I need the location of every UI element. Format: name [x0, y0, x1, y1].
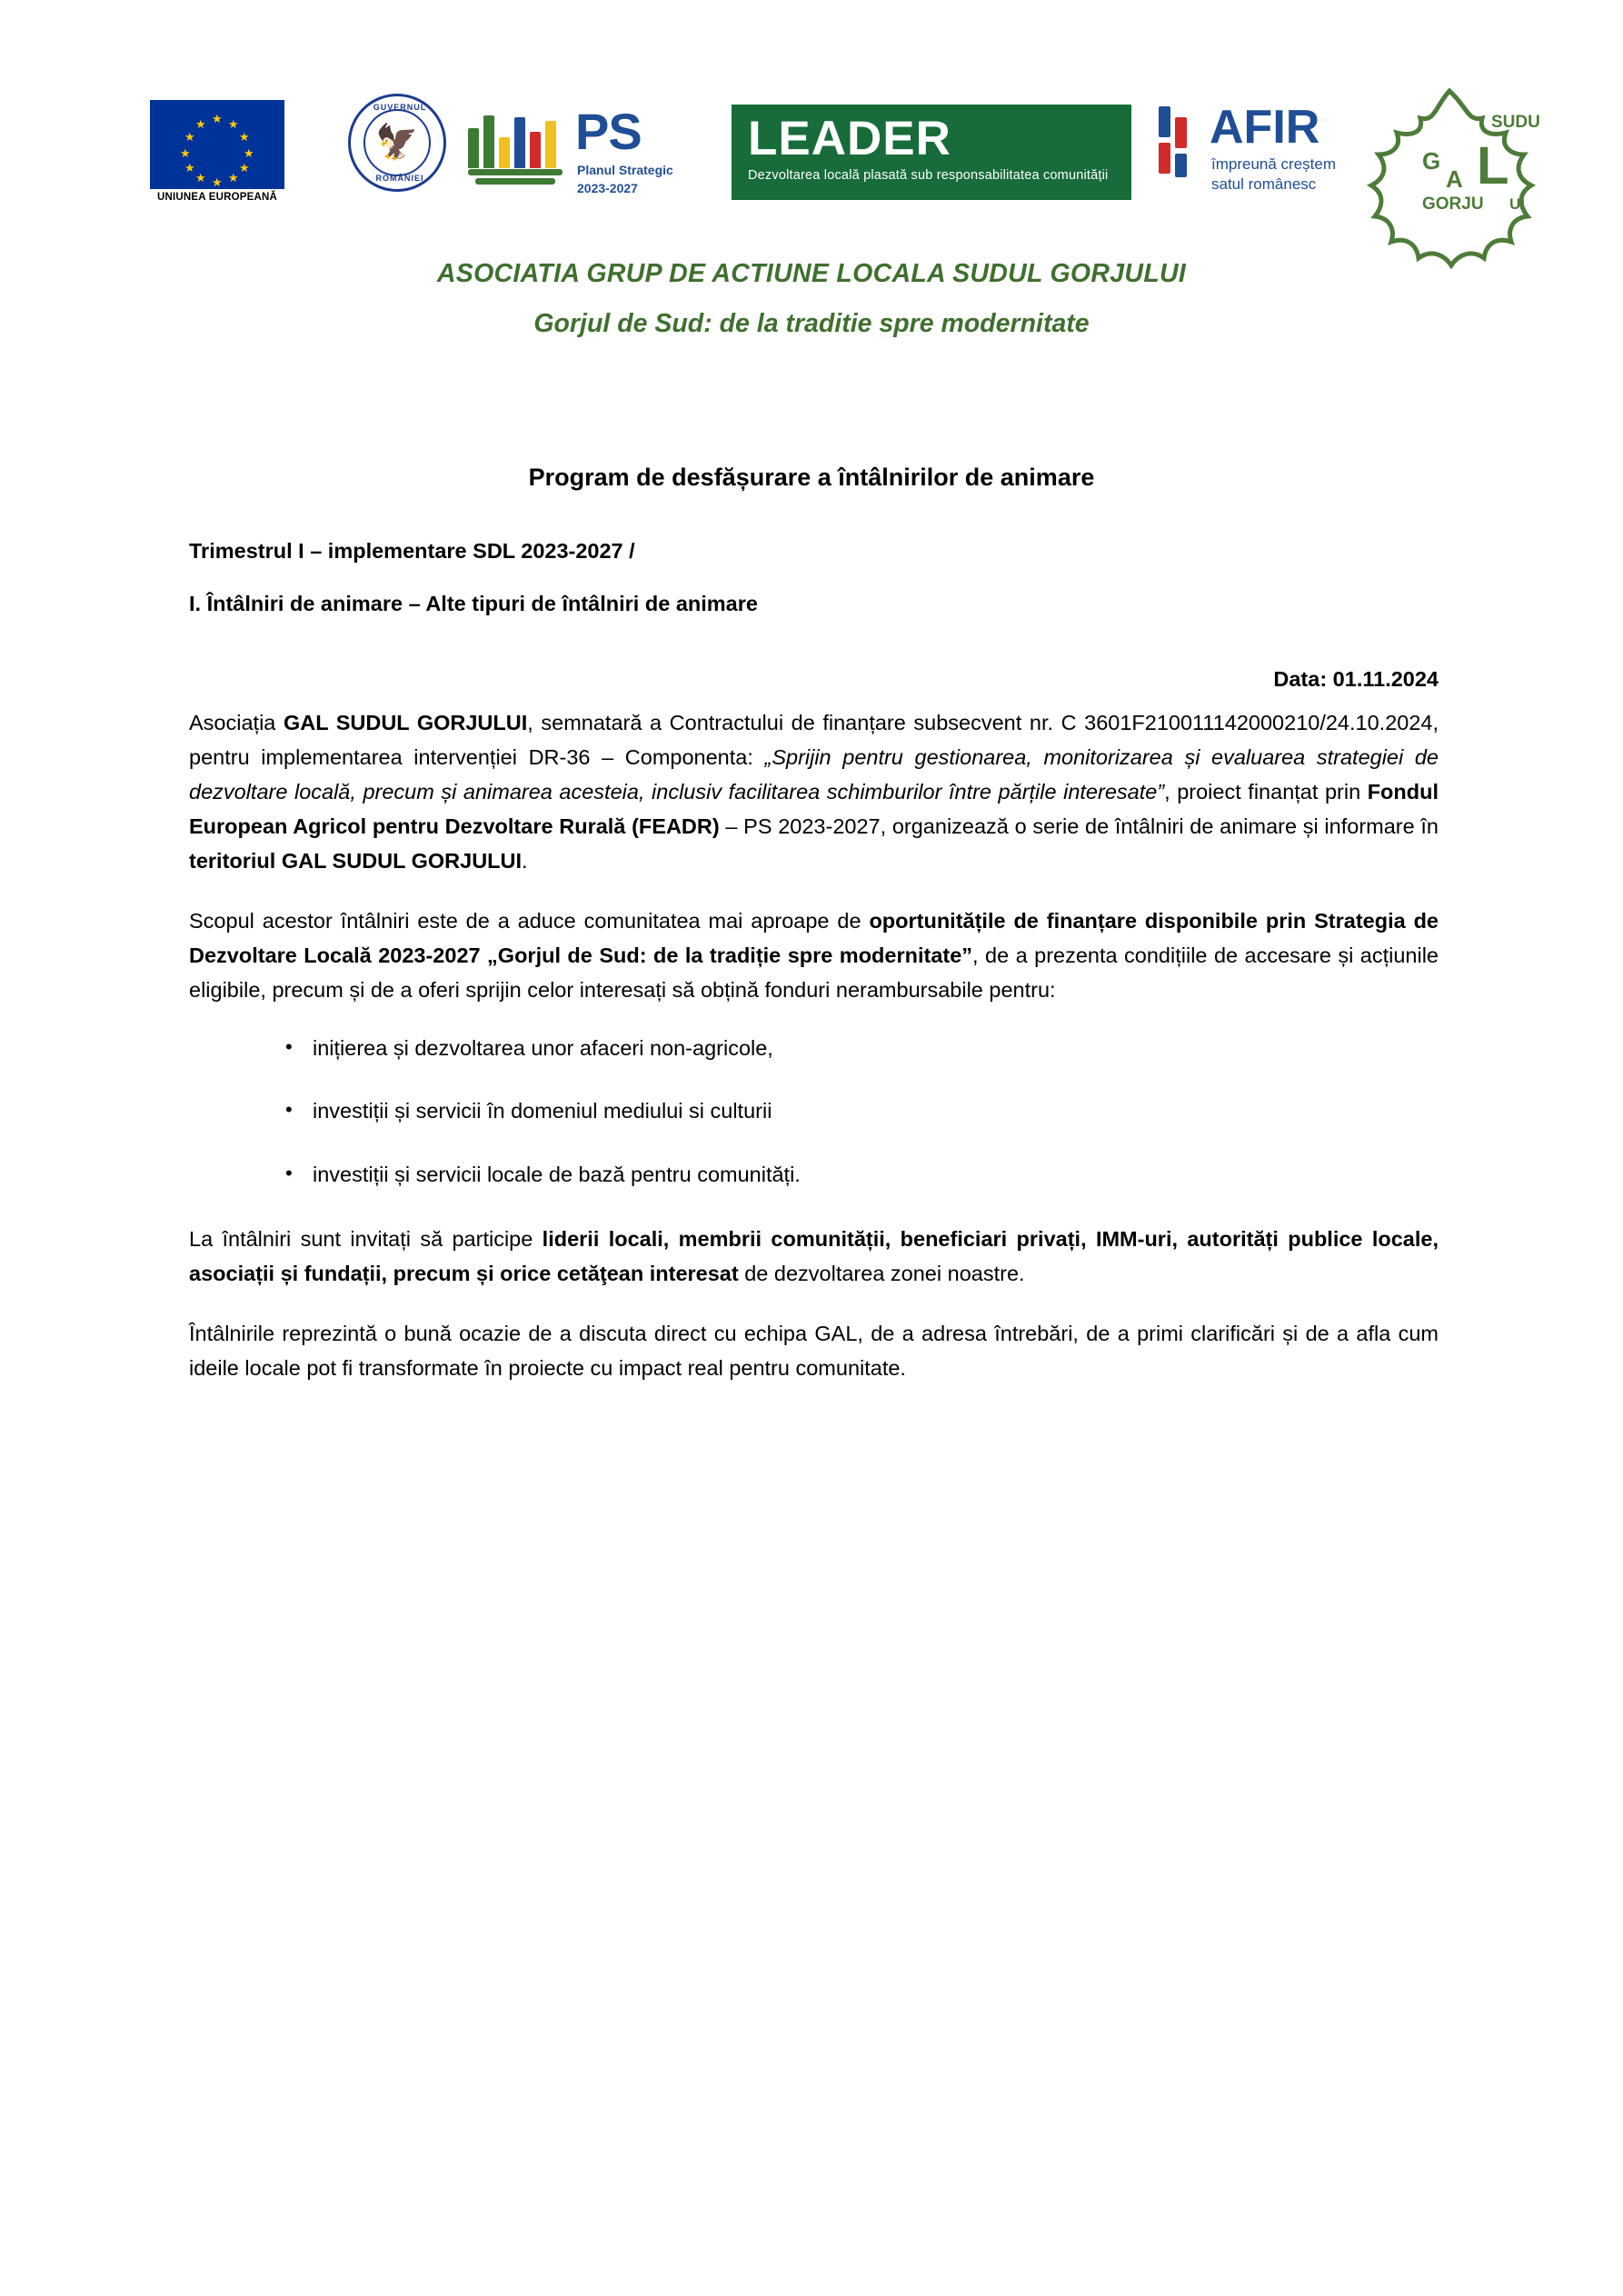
subtitle-trimestru: Trimestrul I – implementare SDL 2023-2027 / — [189, 539, 635, 563]
svg-text:A: A — [1446, 165, 1463, 193]
p1-part-1: Asociația — [189, 710, 284, 734]
p2-bold-1: oportunitățile de finanțare disponibile prin Strategia de Dezvoltare Locală 2023-2027 „Gorjul de Sud: de la tradiție spre modernitate” — [189, 908, 1439, 967]
p1-part-5: . — [522, 848, 528, 873]
p3-bold-1: liderii locali, membrii comunității, beneficiari privați, IMM-uri, autorități publice locale, asociații și fundații, precum și orice cetăţean interesat — [189, 1226, 1439, 1285]
svg-text:GORJU: GORJU — [1422, 195, 1484, 214]
guvernul-romaniei-logo — [348, 94, 450, 195]
svg-text:SUDU: SUDU — [1491, 113, 1540, 132]
paragraph-3 — [189, 1222, 1439, 1291]
subtitle-section: I. Întâlniri de animare – Alte tipuri de întâlniri de animare — [189, 591, 758, 615]
ps-wordmark: PS — [575, 103, 642, 160]
p2-part-2: , de a prezenta condițiile de accesare și acțiunile eligibile, precum și de a oferi sprijin celor interesați să obțină fonduri nerambursabile pentru: — [189, 943, 1439, 1002]
eagle-icon: 🦅 — [375, 124, 419, 162]
document-body — [189, 541, 1439, 1411]
seal-bottom-text: ROMÂNIEI — [375, 174, 424, 183]
p3-part-2: de dezvoltarea zonei noastre. — [738, 1261, 1025, 1285]
p1-part-3: , proiect finanțat prin — [1164, 779, 1368, 804]
ps-bars-icon — [468, 112, 559, 168]
leaf-icon — [1331, 82, 1568, 282]
association-motto: Gorjul de Sud: de la traditie spre modernitate — [533, 309, 1090, 338]
leader-subtitle: Dezvoltarea locală plasată sub responsabilitatea comunității — [748, 168, 1109, 183]
seal-outer-ring — [348, 94, 446, 192]
svg-text:L: L — [1477, 136, 1509, 195]
paragraph-4: Întâlnirile reprezintă o bună ocazie de a discuta direct cu echipa GAL, de a adresa întrebări, de a primi clarificări și de a afla cum ideile locale pot fi transformate în proiecte cu impact real pentru comunitate. — [189, 1321, 1439, 1380]
afir-subtitle-2: satul românesc — [1211, 175, 1317, 193]
p1-part-4: – PS 2023-2027, organizează o serie de întâlniri de animare și informare în — [719, 814, 1439, 838]
page-title: Program de desfășurare a întâlnirilor de animare — [528, 464, 1095, 491]
planul-strategic-logo — [468, 103, 704, 203]
p1-bold-1: GAL SUDUL GORJULUI — [283, 710, 528, 734]
eu-flag-icon: ★ ★ ★ ★ ★ ★ ★ ★ ★ ★ ★ ★ — [150, 100, 284, 189]
svg-text:UI: UI — [1509, 195, 1525, 213]
p3-part-1: La întâlniri sunt invitați să participe — [189, 1226, 543, 1251]
list-item: • inițierea și dezvoltarea unor afaceri non-agricole, — [280, 1033, 1439, 1064]
paragraph-1 — [189, 705, 1439, 878]
p1-italic-1: „Sprijin pentru gestionarea, monitorizarea și evaluarea strategiei de dezvoltare locală, precum și animarea acesteia, inclusiv facilitarea schimburilor între părțile interesate” — [189, 744, 1439, 804]
eu-flag-caption: UNIUNEA EUROPEANĂ — [156, 192, 278, 203]
seal-top-text: GUVERNUL — [373, 103, 427, 112]
bullet-list — [280, 1033, 1439, 1191]
p1-bold-2: Fondul European Agricol pentru Dezvoltare Rurală (FEADR) — [189, 779, 1439, 838]
afir-subtitle-1: împreună creștem — [1211, 155, 1336, 173]
svg-text:G: G — [1422, 147, 1441, 175]
p1-bold-3: teritoriul GAL SUDUL GORJULUI — [189, 848, 523, 873]
leader-wordmark: LEADER — [748, 112, 951, 165]
ps-subtitle-1: Planul Strategic — [577, 163, 673, 177]
ps-subtitle-2: 2023-2027 — [577, 181, 638, 195]
european-union-logo — [150, 100, 284, 203]
p1-part-2: , semnatară a Contractului de finanțare subsecvent nr. C 3601F210011142000210/24.10.2024, pentru implementarea intervenției DR-36 – Componenta: — [189, 710, 1439, 769]
gal-sudul-gorjului-logo — [1331, 82, 1568, 282]
p2-part-1: Scopul acestor întâlniri este de a aduce comunitatea mai aproape de — [189, 908, 870, 933]
paragraph-2 — [189, 903, 1439, 1007]
list-item: • investiții și servicii locale de bază pentru comunități. — [280, 1159, 1439, 1191]
leader-logo — [732, 105, 1131, 200]
header-logo-row — [150, 86, 1540, 223]
association-name: ASOCIATIA GRUP DE ACTIUNE LOCALA SUDUL GORJULUI — [436, 259, 1187, 288]
afir-mark-icon — [1159, 106, 1202, 183]
document-date: Data: 01.11.2024 — [1273, 667, 1439, 691]
bullet-list-wrapper — [280, 1033, 1439, 1191]
afir-wordmark: AFIR — [1210, 101, 1320, 154]
list-item: • investiții și servicii în domeniul mediului si culturii — [280, 1095, 1439, 1127]
